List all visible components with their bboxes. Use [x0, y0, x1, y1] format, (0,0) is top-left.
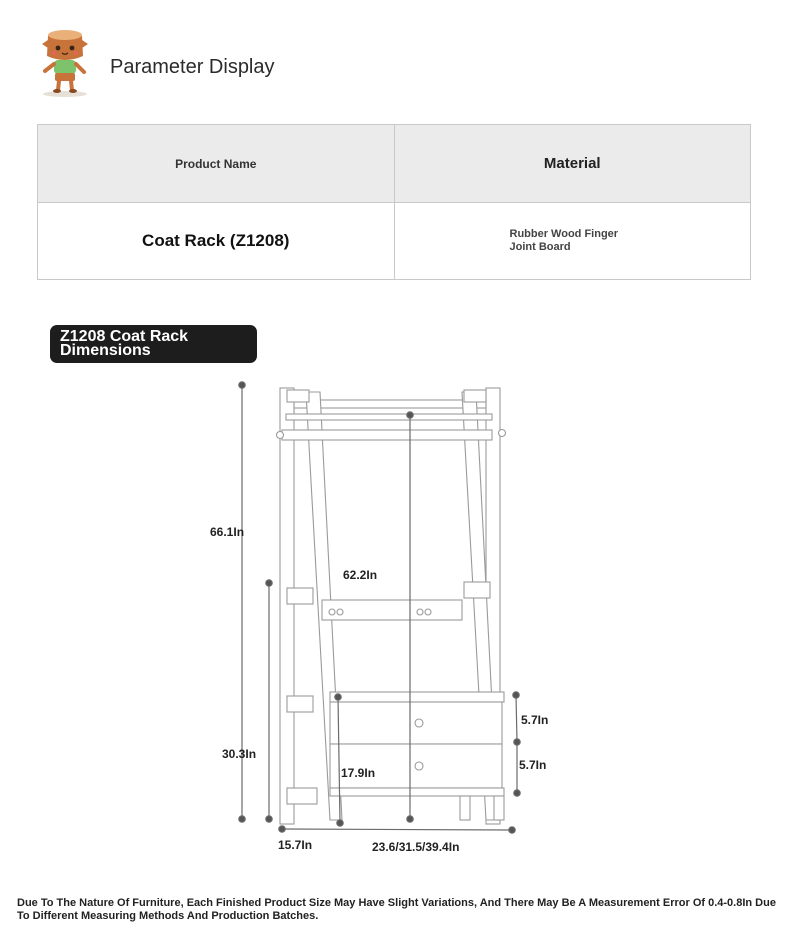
width-label: 23.6/31.5/39.4In [372, 840, 460, 854]
drawer-height-bottom-label: 5.7In [519, 758, 547, 772]
dimension-diagram [0, 370, 790, 860]
page-title: Parameter Display [110, 56, 275, 78]
drawer-height-top-label: 5.7In [521, 713, 549, 727]
table-header-cell [38, 125, 395, 203]
product-name-value: Coat Rack (Z1208) [142, 231, 290, 250]
drawer-dimension-line-top [516, 695, 517, 742]
table-cell [38, 203, 395, 280]
upper-height-label: 62.2In [343, 568, 378, 582]
parameter-table [37, 124, 751, 280]
table-row [38, 203, 751, 280]
table-cell [394, 203, 751, 280]
table-header-cell [394, 125, 751, 203]
section-badge [50, 325, 257, 363]
tree-stump-mascot-icon [34, 26, 96, 98]
width-dimension-line [282, 829, 512, 830]
lower-height-label: 30.3In [222, 747, 257, 761]
depth-label: 15.7In [278, 838, 313, 852]
header-material: Material [543, 154, 601, 172]
coat-rack-illustration [0, 370, 790, 860]
shelf-height-label: 17.9In [341, 766, 376, 780]
total-height-label: 66.1In [210, 525, 245, 539]
section-badge-label: Z1208 Coat Rack Dimensions [60, 328, 189, 359]
table-header-row [38, 125, 751, 203]
header-product-name: Product Name [175, 156, 257, 171]
measurement-disclaimer: Due To The Nature Of Furniture, Each Finished Product Size May Have Slight Variations, And There May Be A Measurement Error Of 0.4-0.8In Due To Different Measuring Methods And Production Batches. [17, 897, 776, 922]
material-value: Rubber Wood Finger Joint Board [509, 228, 619, 253]
